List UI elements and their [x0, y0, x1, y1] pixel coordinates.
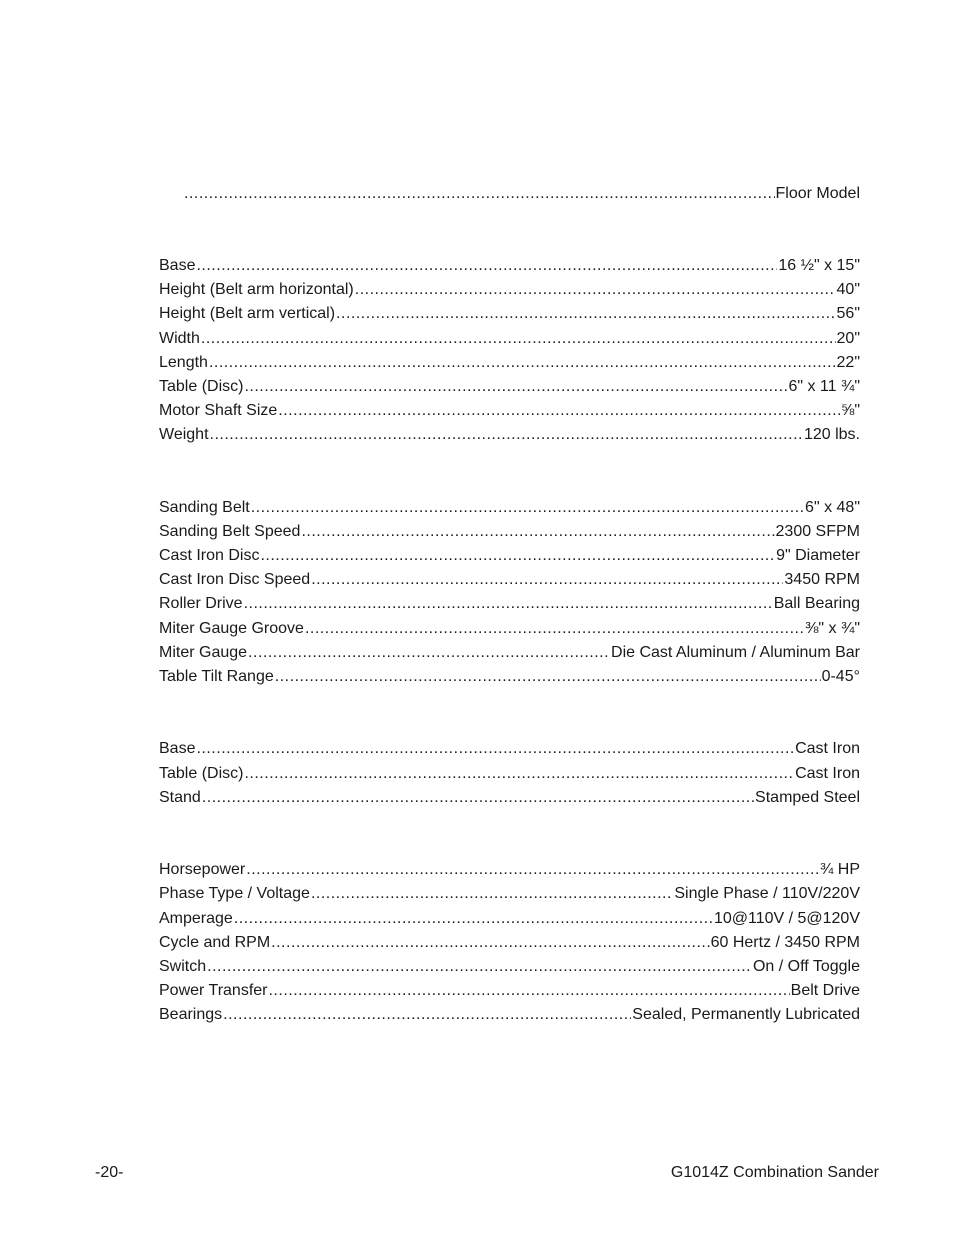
spec-value: ⅜" x ¾" [805, 620, 860, 637]
spec-label: Cast Iron Disc Speed [159, 571, 311, 588]
spec-row-phase-voltage [159, 884, 860, 904]
spec-label: Cycle and RPM [159, 934, 271, 951]
spec-row-table-disc [159, 377, 860, 397]
spec-row-horsepower [159, 860, 860, 880]
spec-row-construction-table [159, 764, 860, 784]
dot-leader [301, 522, 774, 542]
spec-row-table-tilt-range [159, 667, 860, 687]
spec-label: Motor Shaft Size [159, 402, 278, 419]
dot-leader [210, 425, 803, 445]
spec-label: Horsepower [159, 861, 246, 878]
dot-leader [196, 739, 794, 759]
spec-label: Length [159, 354, 208, 371]
spec-row-amperage [159, 909, 860, 929]
spec-label: Switch [159, 958, 207, 975]
spec-value: 0-45° [821, 668, 860, 685]
dot-leader [275, 667, 821, 687]
spec-label: Stand [159, 789, 201, 806]
spec-label: Miter Gauge [159, 644, 248, 661]
dot-leader [244, 377, 787, 397]
spec-value: 40" [836, 281, 860, 298]
dot-leader [311, 570, 783, 590]
spec-value: Cast Iron [795, 765, 860, 782]
spec-value: Single Phase / 110V/220V [674, 885, 860, 902]
spec-row-weight [159, 425, 860, 445]
spec-label: Sanding Belt [159, 499, 250, 516]
spec-label: Height (Belt arm vertical) [159, 305, 336, 322]
spec-value: 120 lbs. [803, 426, 860, 443]
spec-value: Cast Iron [795, 740, 860, 757]
spec-row-construction-base [159, 739, 860, 759]
spec-value: Die Cast Aluminum / Aluminum Bar [611, 644, 860, 661]
spec-row-height-horizontal [159, 280, 860, 300]
spec-value: 22" [836, 354, 860, 371]
dot-leader [209, 353, 836, 373]
spec-value: Belt Drive [790, 982, 860, 999]
spec-value: 20" [836, 330, 860, 347]
dot-leader [207, 957, 752, 977]
spec-label: Power Transfer [159, 982, 268, 999]
spec-row-roller-drive [159, 594, 860, 614]
dot-leader [278, 401, 840, 421]
spec-value: 6" x 48" [805, 499, 860, 516]
spec-row-length [159, 353, 860, 373]
spec-label: Table (Disc) [159, 765, 244, 782]
spec-row-cast-iron-disc [159, 546, 860, 566]
spec-label: Table Tilt Range [159, 668, 274, 685]
spec-label: Weight [159, 426, 209, 443]
spec-row-bearings [159, 1005, 860, 1025]
spec-label: Bearings [159, 1006, 223, 1023]
dot-leader [184, 184, 775, 204]
dot-leader [201, 329, 836, 349]
spec-value: Ball Bearing [773, 595, 860, 612]
dot-leader [202, 788, 754, 808]
dot-leader [311, 884, 673, 904]
spec-label: Table (Disc) [159, 378, 244, 395]
dot-leader [305, 619, 804, 639]
spec-row-width [159, 329, 860, 349]
spec-row-sanding-belt [159, 498, 860, 518]
dot-leader [196, 256, 777, 276]
dot-leader [246, 860, 819, 880]
dot-leader [251, 498, 804, 518]
spec-label: Roller Drive [159, 595, 243, 612]
spec-value: 9" Diameter [776, 547, 860, 564]
spec-row-motor-shaft-size [159, 401, 860, 421]
spec-row-miter-gauge [159, 643, 860, 663]
spec-label: Phase Type / Voltage [159, 885, 310, 902]
spec-value: On / Off Toggle [752, 958, 860, 975]
dot-leader [248, 643, 610, 663]
spec-label: Width [159, 330, 200, 347]
spec-row-miter-gauge-groove [159, 619, 860, 639]
dot-leader [355, 280, 836, 300]
dot-leader [271, 933, 709, 953]
spec-label: Sanding Belt Speed [159, 523, 301, 540]
spec-value: Floor Model [775, 185, 860, 202]
spec-value: ⅝" [840, 402, 860, 419]
dot-leader [234, 909, 713, 929]
spec-value: 10@110V / 5@120V [713, 910, 860, 927]
spec-value: 3450 RPM [784, 571, 860, 588]
spec-row-sanding-belt-speed [159, 522, 860, 542]
spec-row-base [159, 256, 860, 276]
dot-leader [244, 764, 794, 784]
spec-label: Cast Iron Disc [159, 547, 260, 564]
spec-value: Sealed, Permanently Lubricated [632, 1006, 860, 1023]
spec-row-height-vertical [159, 304, 860, 324]
dot-leader [260, 546, 775, 566]
spec-label: Base [159, 257, 196, 274]
dot-leader [268, 981, 789, 1001]
spec-row-cast-iron-disc-speed [159, 570, 860, 590]
dot-leader [244, 594, 773, 614]
page-number: -20- [95, 1164, 124, 1181]
spec-row-switch [159, 957, 860, 977]
dot-leader [336, 304, 835, 324]
spec-label: Amperage [159, 910, 233, 927]
spec-row-model-type [183, 184, 860, 204]
spec-value: Stamped Steel [755, 789, 860, 806]
spec-value: 56" [836, 305, 860, 322]
spec-value: ¾ HP [819, 861, 860, 878]
spec-value: 16 ½" x 15" [778, 257, 860, 274]
spec-value: 60 Hertz / 3450 RPM [710, 934, 860, 951]
dot-leader [223, 1005, 631, 1025]
spec-label: Miter Gauge Groove [159, 620, 304, 637]
spec-label: Base [159, 740, 196, 757]
spec-row-construction-stand [159, 788, 860, 808]
spec-row-cycle-rpm [159, 933, 860, 953]
spec-value: 6" x 11 ¾" [788, 378, 860, 395]
spec-value: 2300 SFPM [775, 523, 860, 540]
footer-title: G1014Z Combination Sander [670, 1164, 879, 1181]
spec-row-power-transfer [159, 981, 860, 1001]
spec-label: Height (Belt arm horizontal) [159, 281, 354, 298]
